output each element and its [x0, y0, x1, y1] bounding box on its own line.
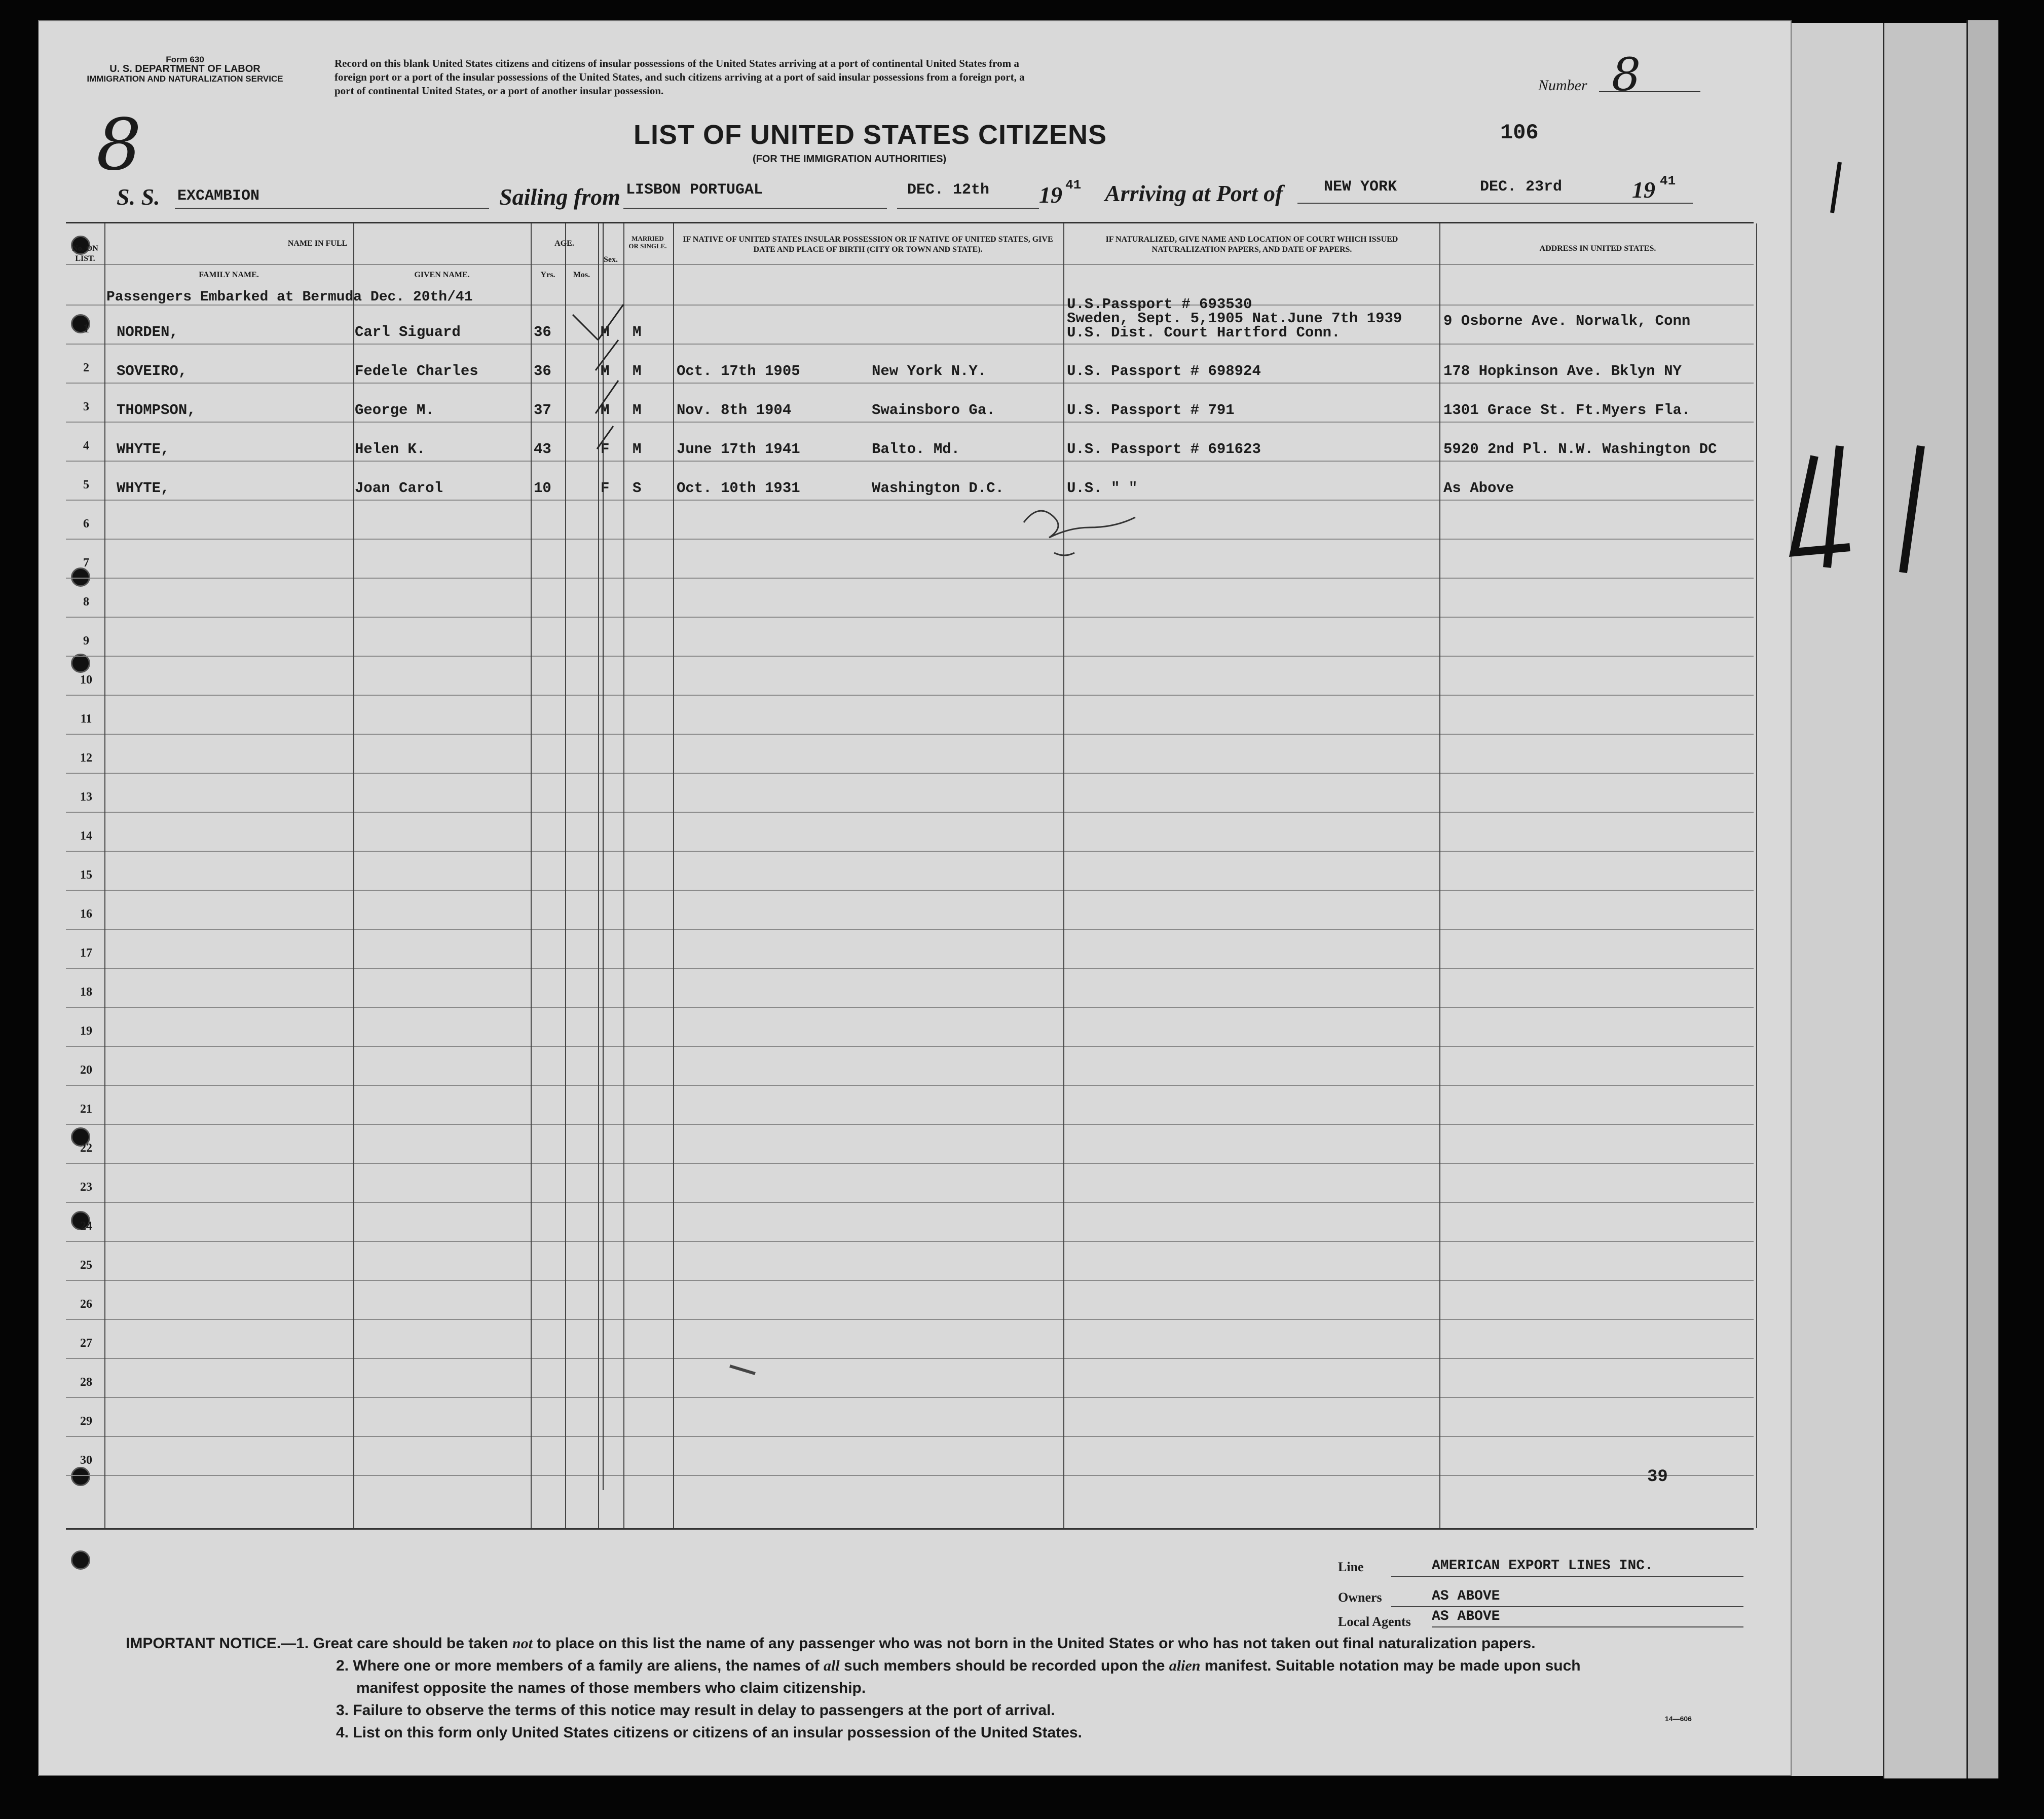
birth-place: New York N.Y. [872, 363, 987, 380]
notice-item-2: 2. Where one or more members of a family are aliens, the names of all such members should be recorded upon the alien manifest. Suitable notation may be made upon such [336, 1657, 1581, 1674]
page-title: LIST OF UNITED STATES CITIZENS [634, 120, 1107, 150]
row-number: 26 [80, 1298, 92, 1311]
record-note-line: port of continental United States, or a port of another insular possession. [335, 85, 664, 97]
row-number: 23 [80, 1181, 92, 1194]
row-number: 24 [80, 1220, 92, 1233]
birth-date: Nov. 8th 1904 [677, 402, 792, 419]
arriving-label: Arriving at Port of [1105, 180, 1283, 206]
check-mark [596, 381, 618, 413]
given-name: George M. [355, 402, 434, 419]
department: U. S. DEPARTMENT OF LABOR [109, 63, 261, 74]
sex: M [601, 402, 610, 419]
row-number: 7 [83, 556, 89, 570]
header-given-name: GIVEN NAME. [414, 271, 470, 279]
sex: M [601, 324, 610, 340]
sailing-label: Sailing from [499, 184, 621, 210]
ss-label: S. S. [117, 184, 160, 210]
address: 9 Osborne Ave. Norwalk, Conn [1443, 313, 1691, 329]
birth-place: Balto. Md. [872, 441, 960, 458]
row-number: 9 [83, 634, 89, 648]
form-meta [53, 55, 317, 84]
notice-item-2-cont: manifest opposite the names of those members who claim citizenship. [356, 1680, 866, 1696]
address: 178 Hopkinson Ave. Bklyn NY [1443, 363, 1682, 380]
given-name: Fedele Charles [355, 363, 478, 380]
notice-item-4: 4. List on this form only United States citizens or citizens of an insular possession of the United States. [336, 1724, 1082, 1741]
given-name: Carl Siguard [355, 324, 461, 340]
line-label: Line [1338, 1560, 1364, 1574]
row-number: 4 [83, 439, 89, 452]
row-number: 6 [83, 517, 89, 530]
family-name: WHYTE, [117, 441, 170, 458]
record-note-line: foreign port or a port of the insular possessions of the United States, and such citizens arriving at a port of said insular possessions from a foreign port, a [335, 71, 1025, 83]
sex: M [601, 363, 610, 380]
check-mark [596, 340, 618, 370]
birth-date: Oct. 17th 1905 [677, 363, 800, 380]
naturalization-papers: U.S. Passport # 698924 [1067, 363, 1261, 380]
row-number: 19 [80, 1025, 92, 1038]
marital-status: M [633, 441, 642, 458]
marital-status: S [633, 480, 642, 497]
row-number: 12 [80, 751, 92, 765]
number-value: 8 [1612, 48, 1641, 101]
header-address: ADDRESS IN UNITED STATES. [1539, 244, 1656, 253]
page-number: 106 [1500, 121, 1539, 145]
given-name: Joan Carol [355, 480, 443, 497]
record-note-line: Record on this blank United States citizens and citizens of insular possessions of the United States arriving at a port of continental United States from a [335, 57, 1019, 69]
header-no-on-list: No. ON LIST. [72, 244, 98, 263]
header-naturalized: IF NATURALIZED, GIVE NAME AND LOCATION OF COURT WHICH ISSUED NATURALIZATION PAPERS, AND DATE OF PAPERS. [1105, 235, 1398, 254]
header-age: AGE. [554, 239, 574, 248]
header-married-single: MARRIED OR SINGLE. [628, 235, 667, 250]
birth-place: Washington D.C. [872, 480, 1005, 497]
row-number: 30 [80, 1454, 92, 1467]
header-family-name: FAMILY NAME. [199, 271, 259, 279]
sex: F [601, 480, 610, 497]
family-name: THOMPSON, [117, 402, 196, 419]
ship-name: EXCAMBION [177, 187, 260, 205]
row-number: 1 [83, 322, 89, 335]
row-number: 22 [80, 1142, 92, 1155]
origin-underline [623, 208, 887, 209]
sail-year-suffix: 41 [1065, 177, 1082, 193]
naturalization-papers: U.S. Passport # 791 [1067, 402, 1235, 419]
row-number: 16 [80, 907, 92, 921]
owners-underline [1391, 1606, 1743, 1607]
given-name: Helen K. [355, 441, 426, 458]
origin-port: LISBON PORTUGAL [626, 181, 763, 199]
arrival-year-suffix: 41 [1660, 173, 1676, 188]
check-mark [597, 426, 613, 449]
page-subtitle: (FOR THE IMMIGRATION AUTHORITIES) [753, 154, 947, 165]
address: As Above [1443, 480, 1514, 497]
family-name: SOVEIRO, [117, 363, 188, 380]
address: 5920 2nd Pl. N.W. Washington DC [1443, 441, 1717, 458]
age-years: 37 [534, 402, 551, 419]
row-number: 25 [80, 1259, 92, 1272]
notice-heading: IMPORTANT NOTICE.— [126, 1635, 296, 1652]
birth-date: June 17th 1941 [677, 441, 800, 458]
print-code: 14—606 [1665, 1715, 1692, 1723]
header-sex: Sex. [604, 255, 618, 264]
naturalization-papers: U.S. " " [1067, 480, 1138, 497]
column-divider [1756, 223, 1757, 1528]
line-name: AMERICAN EXPORT LINES INC. [1432, 1558, 1653, 1574]
handwritten-initials [1054, 553, 1074, 555]
handwritten-mark: 8 [96, 104, 142, 186]
record-note [335, 57, 1475, 98]
back-sheet [1883, 23, 1971, 1778]
check-mark [598, 305, 623, 340]
agents-label: Local Agents [1338, 1614, 1411, 1629]
age-years: 36 [534, 363, 551, 380]
address: 1301 Grace St. Ft.Myers Fla. [1443, 402, 1691, 419]
row-number: 2 [83, 361, 89, 374]
header-mos: Mos. [573, 271, 590, 279]
row-number: 21 [80, 1103, 92, 1116]
arrival-port: NEW YORK [1324, 178, 1397, 196]
arrival-year-prefix: 19 [1632, 177, 1655, 203]
naturalization-papers: Sweden, Sept. 5,1905 Nat.June 7th 1939 [1067, 310, 1402, 327]
row-number: 14 [80, 829, 92, 843]
row-number: 28 [80, 1376, 92, 1389]
passenger-table [66, 222, 1754, 1530]
notice-item-1: 1. Great care should be taken not to place on this list the name of any passenger who was not born in the United States or who has not taken out final naturalization papers. [296, 1635, 1536, 1652]
row-number: 3 [83, 400, 89, 413]
notice-item-3: 3. Failure to observe the terms of this notice may result in delay to passengers at the port of arrival. [336, 1702, 1055, 1719]
owners-name: AS ABOVE [1432, 1588, 1500, 1604]
check-marks [66, 223, 1754, 1528]
handwritten-initials [1024, 511, 1135, 538]
sail-year-prefix: 19 [1039, 182, 1062, 208]
embarked-note: Passengers Embarked at Bermuda Dec. 20th/41 [106, 289, 473, 305]
row-number: 29 [80, 1415, 92, 1428]
back-sheet [1966, 20, 1998, 1778]
line-underline [1391, 1576, 1743, 1577]
marital-status: M [633, 402, 642, 419]
naturalization-papers: U.S. Passport # 691623 [1067, 441, 1261, 458]
row-number: 15 [80, 868, 92, 882]
row-number: 17 [80, 946, 92, 960]
row-number: 20 [80, 1064, 92, 1077]
owners-label: Owners [1338, 1590, 1382, 1605]
header-birth: IF NATIVE OF UNITED STATES INSULAR POSSESSION OR IF NATIVE OF UNITED STATES, GIVE DATE AND PLACE OF BIRTH (CITY OR TOWN AND STATE). [683, 235, 1053, 254]
naturalization-papers: U.S. Dist. Court Hartford Conn. [1067, 324, 1341, 341]
agents-name: AS ABOVE [1432, 1609, 1500, 1624]
row-number: 27 [80, 1337, 92, 1350]
row-number: 8 [83, 595, 89, 609]
agents-underline [1432, 1626, 1743, 1627]
form-number: Form 630 [166, 55, 204, 64]
service: IMMIGRATION AND NATURALIZATION SERVICE [87, 74, 283, 84]
ink-smudge [730, 1366, 755, 1374]
marital-status: M [633, 324, 642, 340]
bottom-figure: 39 [1647, 1467, 1668, 1487]
arrival-date: DEC. 23rd [1480, 178, 1563, 196]
family-name: NORDEN, [117, 324, 178, 340]
age-years: 36 [534, 324, 551, 340]
check-mark [573, 315, 598, 340]
sail-date-underline [897, 208, 1039, 209]
sex: F [601, 441, 610, 458]
age-years: 10 [534, 480, 551, 497]
punch-hole [71, 1550, 90, 1570]
row-number: 11 [80, 712, 92, 726]
header-yrs: Yrs. [540, 271, 555, 279]
birth-place: Swainsboro Ga. [872, 402, 995, 419]
row-number: 5 [83, 478, 89, 491]
back-sheet [1784, 23, 1887, 1776]
sail-date: DEC. 12th [907, 181, 990, 199]
row-number: 10 [80, 673, 92, 687]
ship-underline [175, 208, 489, 209]
header-name-in-full: NAME IN FULL [287, 239, 348, 248]
marital-status: M [633, 363, 642, 380]
age-years: 43 [534, 441, 551, 458]
row-number: 13 [80, 790, 92, 804]
number-label: Number [1538, 77, 1587, 94]
family-name: WHYTE, [117, 480, 170, 497]
row-number: 18 [80, 986, 92, 999]
birth-date: Oct. 10th 1931 [677, 480, 800, 497]
naturalization-papers: U.S.Passport # 693530 [1067, 296, 1252, 313]
